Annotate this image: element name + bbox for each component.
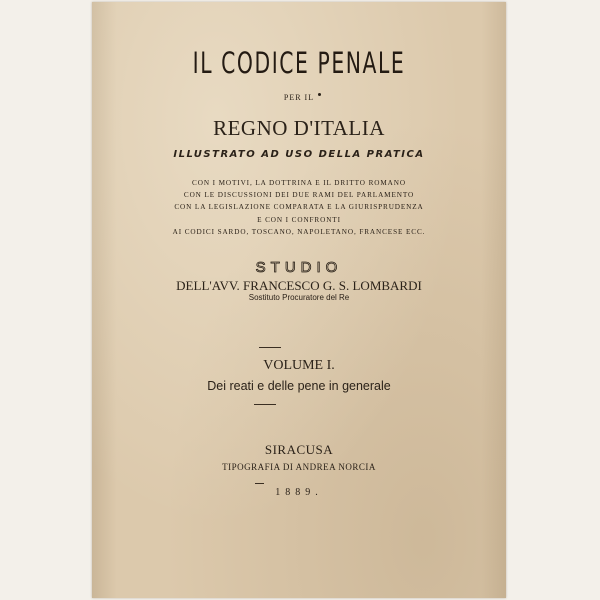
publication-city: SIRACUSA	[264, 442, 334, 457]
divider-rule	[254, 404, 276, 405]
description-line: AI CODICI SARDO, TOSCANO, NAPOLETANO, FRANCESE ECC.	[172, 228, 426, 236]
book-title: IL CODICE PENALE	[192, 46, 406, 80]
printer-name: TIPOGRAFIA DI ANDREA NORCIA	[222, 462, 376, 472]
volume-subtitle: Dei reati e delle pene in generale	[207, 379, 391, 393]
divider-rule	[255, 483, 264, 484]
description-line: E CON I CONFRONTI	[257, 216, 341, 224]
author-name: DELL'AVV. FRANCESCO G. S. LOMBARDI	[176, 278, 422, 293]
illustrato-subtitle: ILLUSTRATO AD USO DELLA PRATICA	[173, 149, 425, 160]
volume-number: VOLUME I.	[263, 358, 335, 373]
description-line: CON LE DISCUSSIONI DEI DUE RAMI DEL PARLAMENTO	[183, 191, 415, 199]
publication-year: 1889.	[275, 487, 323, 498]
regno-heading: REGNO D'ITALIA	[213, 116, 385, 140]
description-line: CON I MOTIVI, LA DOTTRINA E IL DRITTO ROMANO	[192, 179, 406, 187]
ink-dot	[318, 93, 321, 96]
studio-heading: STUDIO	[255, 259, 343, 276]
author-role: Sostituto Procuratore del Re	[248, 293, 350, 302]
description-line: CON LA LEGISLAZIONE COMPARATA E LA GIURISPRUDENZA	[174, 203, 424, 211]
per-il-text: PER IL	[283, 93, 315, 102]
divider-rule	[259, 347, 281, 348]
book-title-page	[92, 2, 506, 598]
